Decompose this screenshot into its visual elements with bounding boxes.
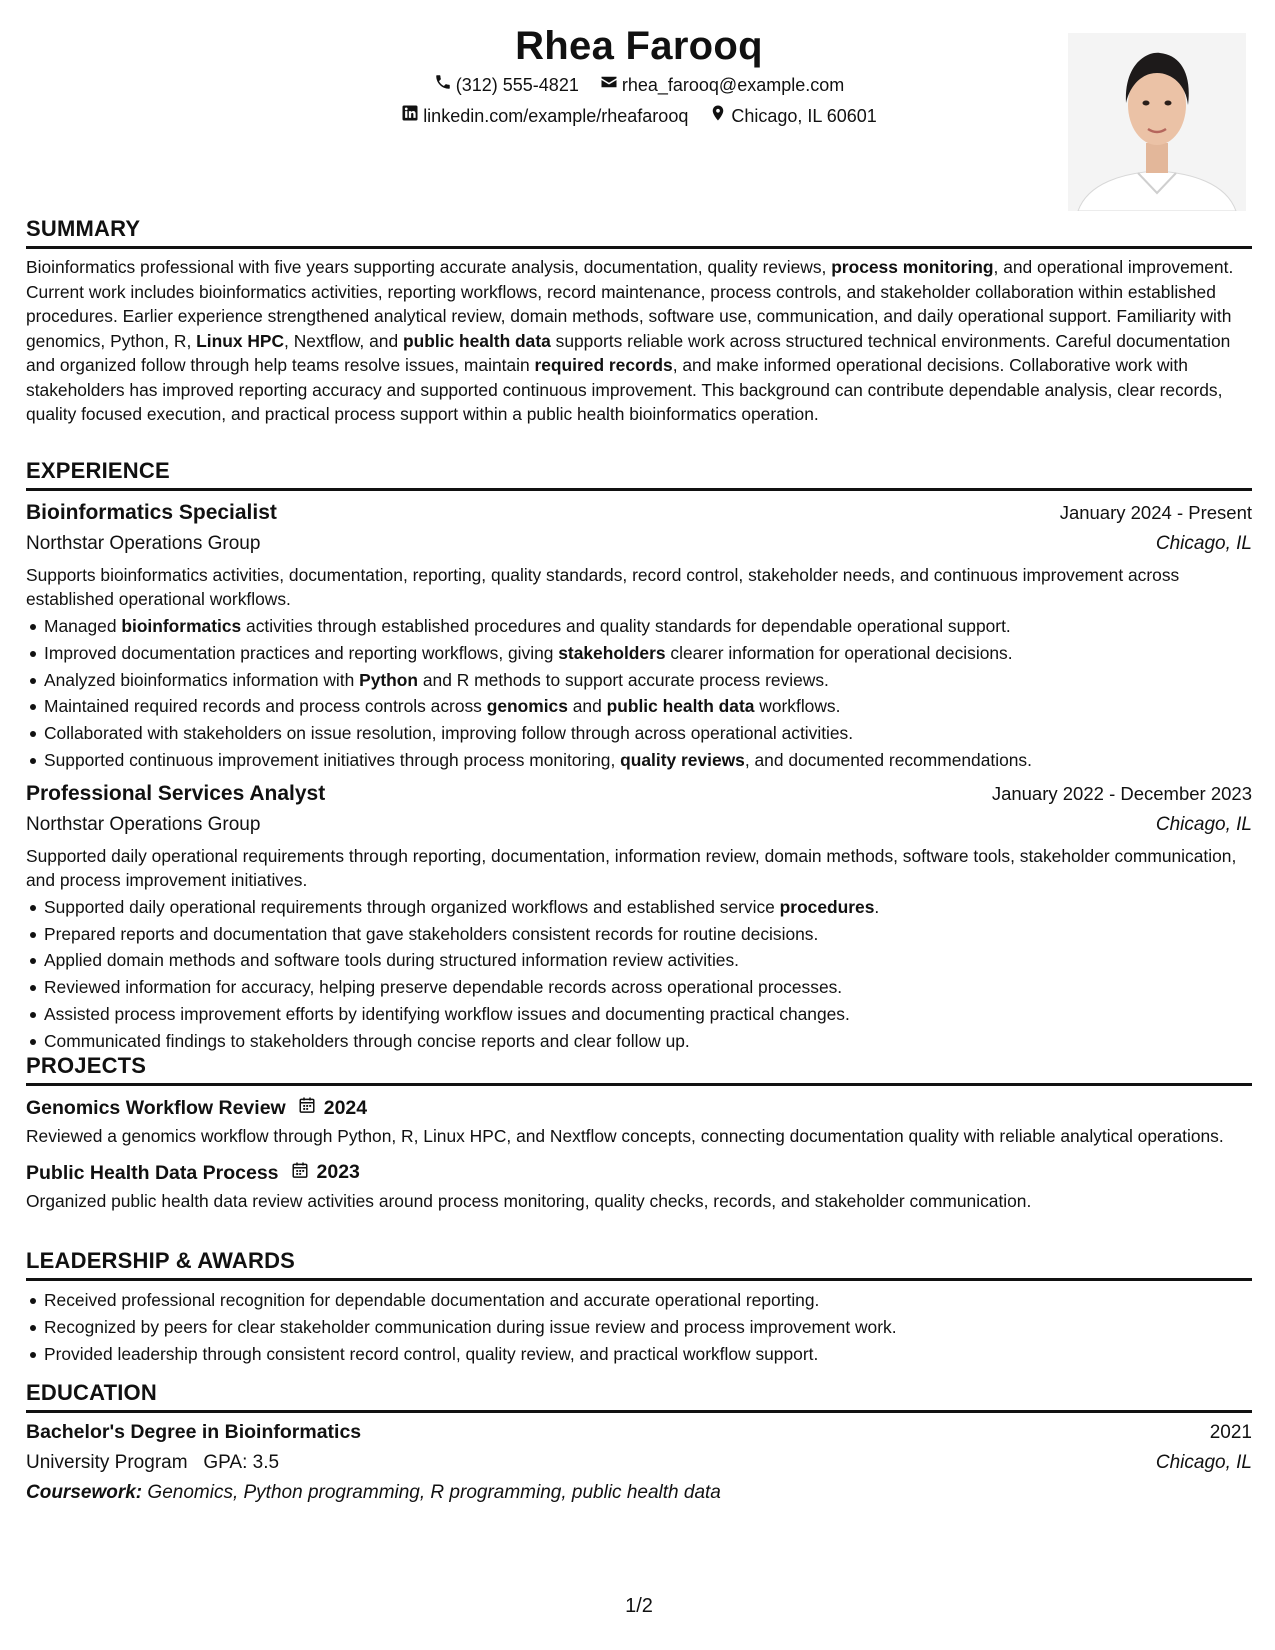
project-title: Public Health Data Process [26, 1161, 279, 1184]
text-run: Applied domain methods and software tools during structured information review activities. [44, 950, 740, 971]
text-run: Improved documentation practices and reporting workflows, giving [44, 642, 559, 663]
project-year [298, 1096, 367, 1120]
gpa: GPA: 3.5 [203, 1452, 280, 1473]
calendar-icon [298, 1096, 316, 1120]
project-description: Reviewed a genomics workflow through Python, R, Linux HPC, and Nextflow concepts, connecting documentation quality with reliable analytical operations. [26, 1126, 1224, 1146]
email-contact[interactable] [600, 70, 844, 101]
education-heading: EDUCATION [26, 1380, 1252, 1413]
job-company: Northstar Operations Group [26, 813, 261, 835]
text-run: Prepared reports and documentation that gave stakeholders consistent records for routine decisions. [44, 923, 819, 944]
job-date: January 2022 - December 2023 [991, 782, 1252, 804]
resume-page [26, 0, 1252, 1650]
linkedin-icon [401, 101, 419, 132]
bullet-item [26, 613, 1252, 640]
bold-text: process monitoring [831, 257, 994, 277]
experience-heading: EXPERIENCE [26, 458, 1252, 491]
education-section [26, 1380, 1252, 1508]
coursework [26, 1478, 1252, 1508]
bullet-item [26, 720, 1252, 747]
candidate-name: Rhea Farooq [515, 24, 763, 68]
job-entry [26, 778, 1252, 1055]
bullet-item [26, 747, 1252, 774]
bullet-item [26, 640, 1252, 667]
text-run: Maintained required records and process controls across [44, 696, 487, 717]
text-run: Reviewed information for accuracy, helping preserve dependable records across operational processes. [44, 977, 843, 998]
summary-heading: SUMMARY [26, 216, 1252, 249]
text-run: Analyzed bioinformatics information with [44, 669, 360, 690]
job-company: Northstar Operations Group [26, 533, 261, 554]
bullet-item [26, 667, 1252, 694]
job-description: Supports bioinformatics activities, documentation, reporting, quality standards, record control, stakeholder needs, and continuous improvement across established operational workflows. [26, 565, 1180, 609]
text-run: supports reliable work across structured technical environments. Careful documentation and organized follow through help teams resolve issues, maintain [26, 330, 1231, 375]
bold-text: Python [359, 669, 419, 690]
envelope-icon [600, 70, 618, 101]
leadership-bullets [26, 1287, 1252, 1367]
calendar-icon [291, 1161, 309, 1185]
phone-contact [434, 70, 579, 101]
project-title: Genomics Workflow Review [26, 1097, 286, 1119]
text-run: , Nextflow, and [284, 330, 403, 351]
bold-text: bioinformatics [121, 616, 242, 636]
text-run: Supported daily operational requirements through organized workflows and established service [44, 896, 780, 917]
text-run: activities through established procedures and quality standards for dependable operational support. [241, 616, 1011, 636]
job-date: January 2024 - Present [1059, 502, 1252, 523]
project-year [291, 1161, 360, 1185]
job-entry [26, 497, 1252, 774]
projects-section [26, 1053, 1252, 1213]
linkedin-contact[interactable] [401, 101, 688, 132]
text-run: Collaborated with stakeholders on issue resolution, improving follow through across operational activities. [44, 723, 854, 744]
text-run: clearer information for operational decisions. [665, 642, 1013, 663]
page-number: 1/2 [625, 1595, 653, 1617]
linkedin-text[interactable]: linkedin.com/example/rheafarooq [423, 106, 689, 126]
project-year-text: 2023 [316, 1161, 360, 1183]
project-description: Organized public health data review activities around process monitoring, quality checks, records, and stakeholder communication. [26, 1190, 1032, 1211]
bold-text: public health data [402, 330, 551, 351]
phone-text: (312) 555-4821 [455, 75, 579, 95]
job-location: Chicago, IL [1155, 533, 1252, 554]
email-text[interactable]: rhea_farooq@example.com [621, 75, 845, 95]
bold-text: genomics [486, 696, 568, 717]
bold-text: required records [534, 355, 673, 375]
text-run: , and documented recommendations. [744, 749, 1032, 770]
job-title: Bioinformatics Specialist [26, 501, 277, 524]
school-name: University Program [26, 1452, 188, 1473]
projects-heading: PROJECTS [26, 1053, 1252, 1086]
school-location: Chicago, IL [1155, 1452, 1252, 1473]
text-run: and [567, 696, 607, 717]
project-header [26, 1159, 1252, 1187]
leadership-section [26, 1248, 1252, 1367]
profile-photo [1068, 33, 1246, 211]
bold-text: Linux HPC [196, 330, 285, 351]
experience-section [26, 458, 1252, 1055]
text-run: Communicated findings to stakeholders through concise reports and clear follow up. [44, 1030, 690, 1051]
summary-section [26, 216, 1252, 427]
coursework-label: Coursework: [26, 1482, 143, 1503]
degree: Bachelor's Degree in Bioinformatics [26, 1421, 362, 1443]
bold-text: quality reviews [620, 749, 745, 770]
bullet-item [26, 947, 1252, 974]
text-run: Managed [44, 616, 122, 636]
school-line [26, 1448, 279, 1478]
bold-text: procedures [779, 896, 875, 917]
phone-icon [434, 70, 452, 101]
bullet-item: Provided leadership through consistent record control, quality review, and practical workflow support. [26, 1341, 1252, 1368]
text-run: , and make informed operational decisions. Collaborative work with stakeholders has improved reporting accuracy and supported continuous improvement. This background can contribute dependable analysis, clear records, quality focused execution, and practical process support within a public health bioinformatics operation. [26, 355, 1223, 424]
bullet-item [26, 1028, 1252, 1055]
location-contact [709, 101, 876, 132]
project-year-text: 2024 [323, 1096, 368, 1119]
job-bullets [26, 894, 1252, 1055]
text-run: and R methods to support accurate process reviews. [418, 669, 829, 690]
bullet-item [26, 1001, 1252, 1028]
bullet-item [26, 974, 1252, 1001]
bullet-item: Recognized by peers for clear stakeholder communication during issue review and process improvement work. [26, 1314, 1252, 1341]
bullet-item [26, 921, 1252, 948]
map-pin-icon [709, 101, 727, 132]
job-bullets [26, 613, 1252, 774]
job-location: Chicago, IL [1155, 813, 1252, 835]
location-text: Chicago, IL 60601 [731, 106, 877, 126]
bullet-item [26, 693, 1252, 720]
graduation-year: 2021 [1209, 1422, 1252, 1443]
text-run: , and operational improvement. Current work includes bioinformatics activities, reporting workflows, record maintenance, process controls, and stakeholder collaboration within established procedures. Earlier experience strengthened analytical review, domain methods, software use, communication, and daily operational support. Familiarity with genomics, Python, R, [26, 257, 1234, 351]
bullet-item: Received professional recognition for dependable documentation and accurate operational reporting. [26, 1287, 1252, 1314]
summary-text [26, 255, 1252, 427]
job-description: Supported daily operational requirements through reporting, documentation, information review, domain methods, software tools, stakeholder communication, and process improvement initiatives. [26, 845, 1237, 890]
text-run: Supported continuous improvement initiatives through process monitoring, [44, 749, 621, 770]
coursework-list: Genomics, Python programming, R programming, public health data [147, 1482, 721, 1503]
bullet-item [26, 894, 1252, 921]
job-title: Professional Services Analyst [26, 781, 326, 805]
bold-text: public health data [606, 696, 755, 717]
leadership-heading: LEADERSHIP & AWARDS [26, 1248, 1252, 1281]
text-run: Assisted process improvement efforts by identifying workflow issues and documenting practical changes. [44, 1003, 850, 1024]
bold-text: stakeholders [558, 642, 666, 663]
project-header [26, 1094, 1252, 1122]
text-run: . [874, 896, 880, 917]
text-run: workflows. [754, 696, 841, 717]
text-run: Bioinformatics professional with five years supporting accurate analysis, documentation, quality reviews, [26, 257, 832, 277]
